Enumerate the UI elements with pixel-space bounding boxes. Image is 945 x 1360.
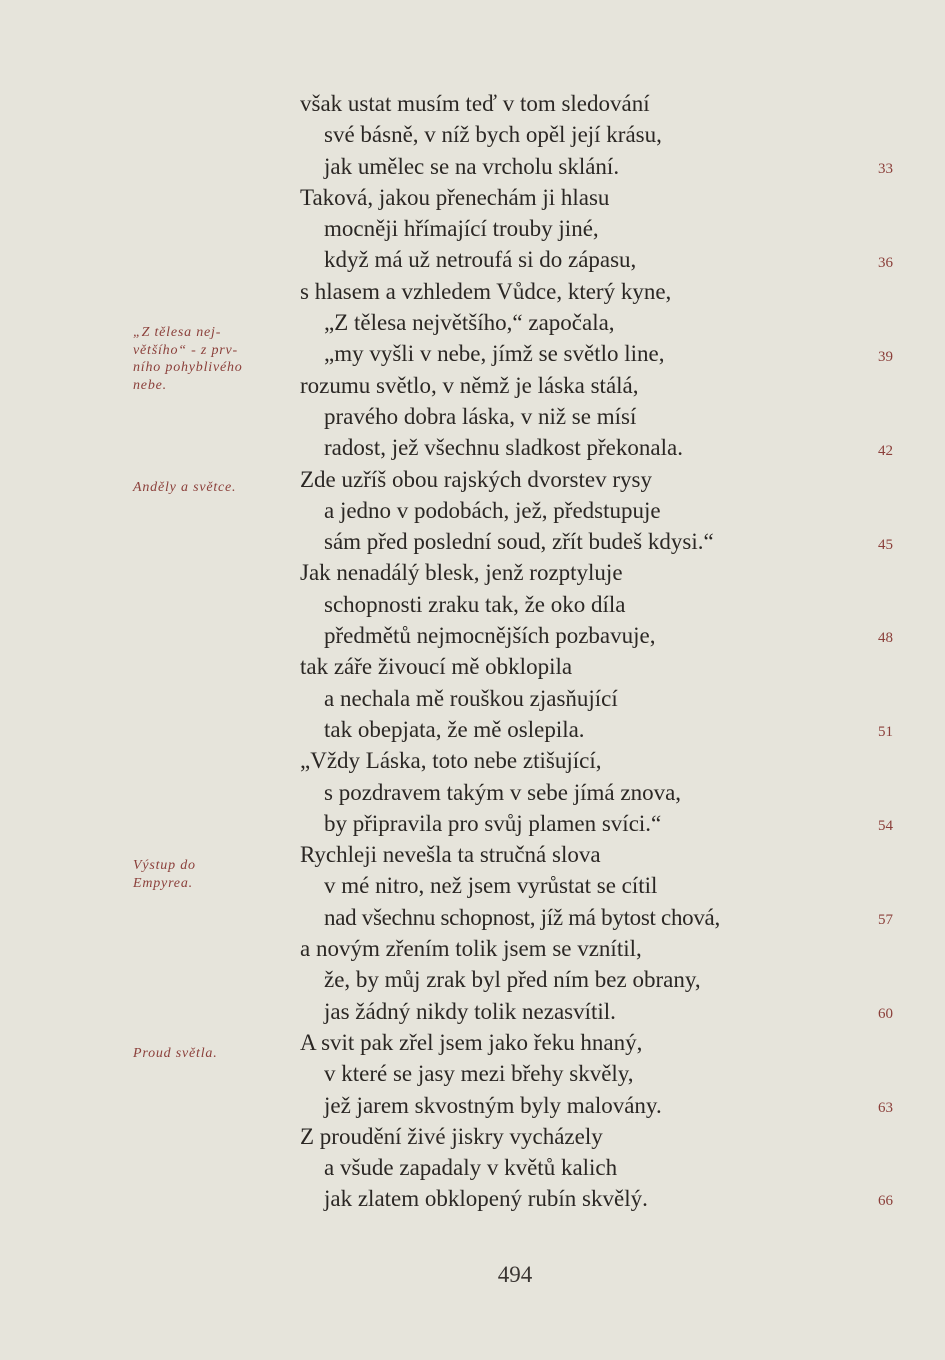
line-number: 36 — [878, 255, 893, 271]
verse-line: „Z tělesa největšího,“ započala, — [324, 310, 615, 336]
verse-line: Jak nenadálý blesk, jenž rozptyluje — [300, 560, 623, 586]
verse-line: pravého dobra láska, v niž se mísí — [324, 403, 637, 429]
verse-line: tak záře živoucí mě obklopila — [300, 654, 573, 680]
verse-line: v mé nitro, než jsem vyrůstat se cítil — [324, 873, 658, 899]
verse-line: nad všechnu schopnost, jíž má bytost chová, — [324, 904, 720, 930]
verse-line: „Vždy Láska, toto nebe ztišující, — [300, 748, 602, 774]
verse-line: jež jarem skvostným byly malovány. — [324, 1092, 662, 1118]
verse-line: Z proudění živé jiskry vycházely — [300, 1123, 603, 1149]
verse-line: „my vyšli v nebe, jímž se světlo line, — [324, 341, 665, 367]
margin-gloss — [133, 1045, 218, 1063]
line-number: 51 — [878, 724, 893, 740]
gloss-line: Anděly a světce. — [133, 480, 237, 495]
verse-line: jak umělec se na vrcholu sklání. — [324, 153, 620, 179]
verse-line: Zde uzříš obou rajských dvorstev rysy — [300, 466, 652, 492]
line-number: 66 — [878, 1193, 893, 1209]
verse-line: a novým zřením tolik jsem se vznítil, — [300, 936, 642, 962]
margin-gloss — [133, 324, 243, 394]
line-number: 48 — [878, 630, 893, 646]
verse-line: A svit pak zřel jsem jako řeku hnaný, — [300, 1029, 643, 1055]
line-number: 63 — [878, 1100, 893, 1116]
verse-line: a všude zapadaly v květů kalich — [324, 1155, 618, 1181]
line-number: 45 — [878, 537, 893, 553]
margin-gloss — [133, 857, 196, 892]
gloss-line: Výstup do — [133, 858, 196, 873]
page-number: 494 — [497, 1262, 533, 1287]
verse-line: radost, jež všechnu sladkost překonala. — [324, 435, 683, 461]
gloss-line: Empyrea. — [133, 875, 193, 891]
gloss-line: „Z tělesa nej- — [133, 325, 222, 340]
verse-line: schopnosti zraku tak, že oko díla — [324, 591, 626, 617]
line-number: 42 — [878, 443, 893, 459]
margin-gloss — [133, 479, 236, 497]
verse-line: své básně, v níž bych opěl její krásu, — [324, 122, 662, 148]
verse-block — [300, 88, 720, 1215]
line-number: 57 — [878, 912, 893, 928]
verse-line: však ustat musím teď v tom sledování — [300, 91, 650, 116]
verse-line: by připravila pro svůj plamen svíci.“ — [324, 810, 662, 836]
verse-line: jas žádný nikdy tolik nezasvítil. — [324, 998, 616, 1024]
gloss-line: ního pohyblivého — [133, 360, 243, 375]
gloss-line: Proud světla. — [133, 1046, 218, 1061]
gloss-line: většího“ - z prv- — [133, 342, 238, 358]
verse-line: že, by můj zrak byl před ním bez obrany, — [324, 967, 701, 993]
verse-line: v které se jasy mezi břehy skvěly, — [324, 1061, 634, 1087]
verse-line: s pozdravem takým v sebe jímá znova, — [324, 779, 682, 805]
verse-line: jak zlatem obklopený rubín skvělý. — [324, 1186, 648, 1212]
gloss-line: nebe. — [133, 377, 167, 393]
line-number: 39 — [878, 349, 893, 365]
verse-line: mocněji hřímající trouby jiné, — [324, 216, 599, 242]
verse-line: Taková, jakou přenechám ji hlasu — [300, 184, 610, 210]
verse-line: sám před poslední soud, zřít budeš kdysi.“ — [324, 529, 714, 555]
line-number: 33 — [878, 161, 893, 177]
verse-line: rozumu světlo, v němž je láska stálá, — [300, 372, 639, 398]
verse-line: když má už netroufá si do zápasu, — [324, 247, 637, 273]
verse-line: Rychleji nevešla ta stručná slova — [300, 842, 601, 868]
line-number: 60 — [878, 1006, 893, 1022]
line-number: 54 — [878, 818, 893, 834]
verse-line: předmětů nejmocnějších pozbavuje, — [324, 623, 656, 649]
verse-line: a nechala mě rouškou zjasňující — [324, 685, 618, 711]
verse-line: s hlasem a vzhledem Vůdce, který kyne, — [300, 278, 672, 304]
verse-line: tak obepjata, že mě oslepila. — [324, 716, 585, 742]
verse-line: a jedno v podobách, jež, předstupuje — [324, 497, 661, 523]
